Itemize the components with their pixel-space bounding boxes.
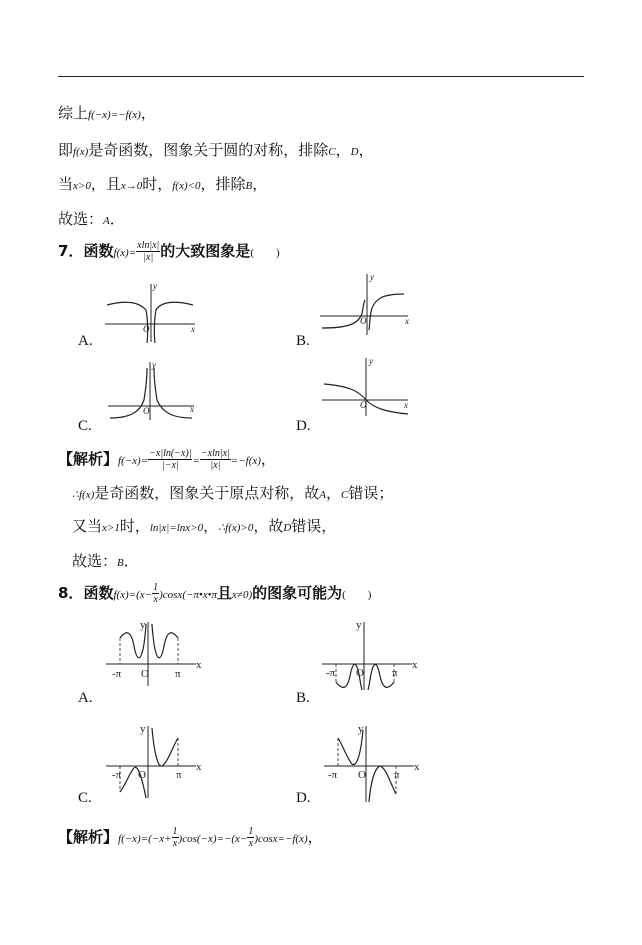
- numerator: 1: [172, 826, 178, 837]
- formula: f(x)=: [113, 247, 137, 259]
- q8-graph-d: [322, 724, 422, 804]
- q8-graph-c: [104, 722, 204, 798]
- answer-line: [58, 209, 125, 231]
- text: 且: [217, 584, 233, 602]
- q7-graph-c: [108, 360, 198, 424]
- q8-analysis-line-1: [58, 826, 323, 849]
- question-7-stem: [58, 240, 280, 263]
- curve-left: [322, 300, 365, 328]
- text: 故选：: [72, 552, 118, 570]
- fraction: [136, 240, 160, 263]
- option-letter: D: [283, 522, 292, 534]
- origin-label: O: [360, 316, 367, 326]
- option-letter: C: [328, 146, 336, 158]
- denominator: |x|: [143, 252, 154, 263]
- question-number: 8．: [58, 584, 84, 602]
- q7-analysis-line-3: [72, 516, 336, 538]
- formula: f(−x)=(−x+: [118, 833, 172, 845]
- text: 时，: [142, 175, 173, 193]
- origin-label: O: [138, 769, 146, 781]
- text: 函数: [83, 584, 114, 602]
- option-b-label: B.: [296, 690, 310, 706]
- origin-label: O: [141, 668, 149, 680]
- y-label: y: [358, 723, 364, 735]
- formula: ∴f(x)>0: [218, 522, 254, 534]
- origin-label: O: [360, 400, 367, 410]
- option-b-label: B.: [296, 333, 310, 349]
- formula: )cosx=−f(x): [254, 833, 308, 845]
- pi-label: π: [175, 668, 181, 680]
- y-label: y: [369, 356, 373, 366]
- q7-graph-d: [322, 356, 412, 418]
- fraction: [200, 448, 231, 471]
- answer-letter: A: [103, 215, 110, 227]
- question-8-stem: [58, 582, 371, 605]
- formula: f(x)=(x−: [113, 589, 153, 601]
- denominator: |−x|: [161, 460, 179, 471]
- fraction: [172, 826, 179, 849]
- numerator: 1: [248, 826, 254, 837]
- answer-blank: ( ): [342, 589, 372, 601]
- formula: ∴f(x): [72, 489, 95, 501]
- numerator: 1: [153, 582, 159, 593]
- y-label: y: [356, 619, 362, 631]
- q7-graph-b: [318, 272, 413, 336]
- pi-label: π: [392, 667, 398, 679]
- option-letter: A: [319, 489, 327, 501]
- q7-graph-a: [105, 280, 200, 344]
- q7-answer-line: [72, 551, 139, 573]
- formula: f(−x)=−f(x): [88, 109, 141, 121]
- text: ．: [109, 210, 125, 228]
- x-label: x: [196, 659, 202, 671]
- formula: f(x): [73, 146, 89, 158]
- option-letter: C: [341, 489, 349, 501]
- origin-label: O: [356, 667, 364, 679]
- text: 错误，: [291, 517, 337, 535]
- text: 综上: [58, 104, 89, 122]
- answer-letter: B: [117, 557, 124, 569]
- text: 故选：: [58, 210, 104, 228]
- text: ，: [252, 175, 268, 193]
- formula: )cosx(−π•x•π: [159, 589, 218, 601]
- denominator: |x|: [210, 460, 221, 471]
- text: ，: [307, 828, 323, 846]
- origin-label: O: [143, 406, 150, 416]
- question-number: 7．: [58, 242, 84, 260]
- text: 即: [58, 141, 74, 159]
- numerator: −x|ln(−x)|: [149, 448, 192, 459]
- text: 是奇函数，图象关于圆的对称，排除: [88, 141, 329, 159]
- top-divider: [58, 76, 584, 77]
- formula: x>1: [102, 522, 120, 534]
- text: 的图象可能为: [252, 584, 343, 602]
- numerator: −xln|x|: [200, 448, 230, 459]
- denominator: x: [172, 838, 178, 849]
- q7-analysis-line-2: [72, 483, 393, 505]
- curve-left: [338, 730, 363, 765]
- x-label: x: [190, 404, 194, 414]
- text: 又当: [72, 517, 103, 535]
- option-c-label: C.: [78, 790, 92, 806]
- y-label: y: [152, 360, 156, 370]
- q7-analysis-line-1: [58, 448, 276, 471]
- origin-label: O: [143, 324, 150, 334]
- text: ，: [260, 450, 276, 468]
- x-label: x: [404, 400, 408, 410]
- option-a-label: A.: [78, 333, 93, 349]
- q8-graph-b: [320, 620, 420, 690]
- formula: =−f(x): [230, 455, 261, 467]
- text: 函数: [83, 242, 114, 260]
- neg-pi-label: -π: [328, 769, 338, 781]
- curve-left: [110, 368, 147, 418]
- option-a-label: A.: [78, 690, 93, 706]
- formula: x≠0): [232, 589, 253, 601]
- analysis-label: 【解析】: [58, 828, 119, 846]
- text: ，: [203, 517, 219, 535]
- y-label: y: [370, 272, 374, 282]
- formula: ln|x|=lnx>0: [149, 522, 204, 534]
- option-letter: B: [245, 180, 253, 192]
- neg-pi-label: -π: [112, 769, 122, 781]
- numerator: xln|x|: [137, 240, 160, 251]
- curve-right: [368, 664, 394, 690]
- text: 是奇函数，图象关于原点对称，故: [94, 484, 320, 502]
- text: 当: [58, 175, 74, 193]
- x-label: x: [196, 761, 202, 773]
- text: ，: [335, 141, 351, 159]
- y-label: y: [140, 619, 146, 631]
- condition-line: [58, 174, 267, 196]
- curve-left: [107, 302, 148, 343]
- x-label: x: [405, 316, 409, 326]
- text: ，排除: [200, 175, 246, 193]
- text: ，且: [90, 175, 121, 193]
- y-label: y: [140, 723, 146, 735]
- formula: )cos(−x)=−(x−: [178, 833, 248, 845]
- summary-line: [58, 103, 156, 125]
- text: 错误；: [348, 484, 394, 502]
- formula: f(−x)=: [118, 455, 149, 467]
- pi-label: π: [176, 769, 182, 781]
- option-c-label: C.: [78, 418, 92, 434]
- x-label: x: [414, 761, 420, 773]
- q8-graph-a: [104, 618, 204, 688]
- x-label: x: [412, 659, 418, 671]
- y-label: y: [153, 281, 157, 291]
- answer-blank: ( ): [250, 247, 280, 259]
- text: ，故: [253, 517, 284, 535]
- curve-right: [152, 624, 178, 658]
- text: ，: [358, 141, 374, 159]
- analysis-label: 【解析】: [58, 450, 119, 468]
- x-label: x: [191, 324, 195, 334]
- odd-function-line: [58, 140, 374, 162]
- pi-label: π: [394, 769, 400, 781]
- neg-pi-label: -π: [112, 668, 122, 680]
- text: ．: [123, 552, 139, 570]
- text: 时，: [119, 517, 150, 535]
- option-d-label: D.: [296, 418, 311, 434]
- formula: x>0: [73, 180, 91, 192]
- curve-right: [154, 302, 193, 343]
- text: 的大致图象是: [160, 242, 251, 260]
- formula: f(x)<0: [172, 180, 201, 192]
- formula: x→0: [120, 180, 143, 192]
- text: ，: [326, 484, 342, 502]
- neg-pi-label: -π: [326, 667, 336, 679]
- denominator: x: [248, 838, 254, 849]
- curve-right: [369, 294, 404, 330]
- fraction: [148, 448, 192, 471]
- text: ，: [140, 104, 156, 122]
- origin-label: O: [358, 769, 366, 781]
- curve-right: [152, 728, 178, 766]
- formula: =: [192, 455, 200, 467]
- curve-right: [154, 368, 192, 418]
- denominator: x: [153, 594, 158, 605]
- option-d-label: D.: [296, 790, 311, 806]
- option-letter: D: [350, 146, 359, 158]
- curve-right: [369, 766, 396, 802]
